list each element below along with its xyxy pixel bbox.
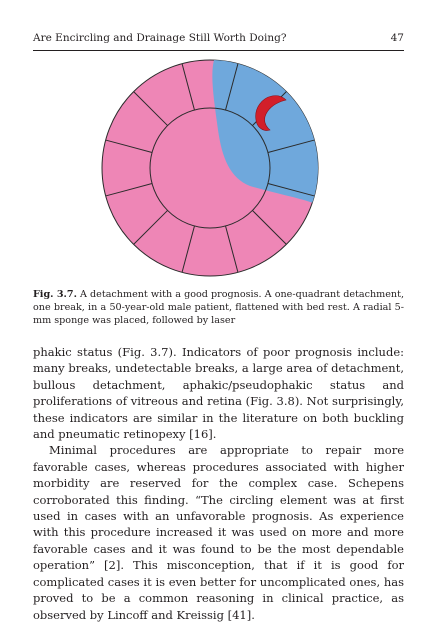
page-number: 47 — [390, 32, 404, 44]
paragraph: phakic status (Fig. 3.7). Indicators of poor prognosis include: many breaks, undetectable breaks, a large area of detachment, bullous detachment, aphakic/pseudophakic status and proliferations of vitreous and retina (Fig. 3.8). Not surprisingly, these indicators are similar in the literature on both buckling and pneumatic retinopexy [16]. — [33, 345, 404, 442]
caption-label: Fig. 3.7. — [33, 289, 77, 300]
fundus-diagram — [80, 58, 341, 279]
caption-text: A detachment with a good prognosis. A one-quadrant detachment, one break, in a 50-year-old male patient, flattened with bed rest. A radial 5-mm sponge was placed, followed by laser — [33, 289, 404, 326]
figure-3-7 — [80, 58, 341, 279]
paragraph: Minimal procedures are appropriate to repair more favorable cases, whereas procedures associated with higher morbidity are reserved for the complex case. Schepens corroborated this finding. “The circling element was at first used in cases with an unfavorable prognosis. As experience with this procedure increased it was used on more and more favorable cases and it was found to be the most dependable operation” [2]. This misconception, that if it is good for complicated cases it is even better for uncomplicated ones, has proved to be a common reasoning in clinical practice, as observed by Lincoff and Kreissig [41]. — [33, 443, 404, 622]
figure-caption — [33, 288, 404, 327]
body-text — [33, 344, 404, 623]
header-rule — [33, 50, 404, 51]
running-title: Are Encircling and Drainage Still Worth Doing? — [33, 32, 287, 44]
